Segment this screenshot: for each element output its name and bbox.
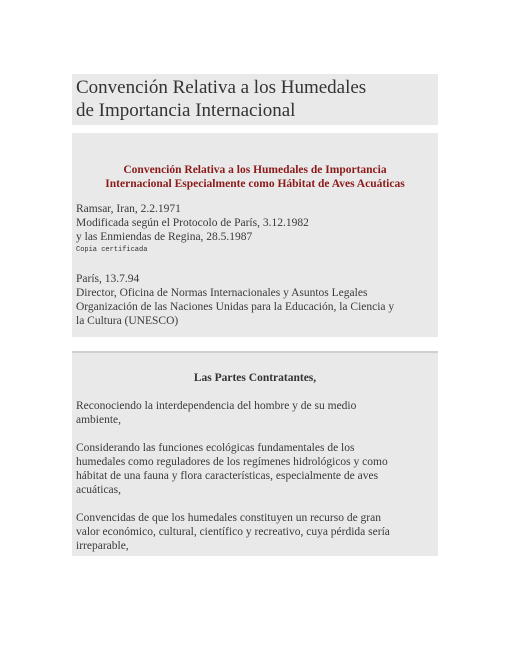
organization-line: la Cultura (UNESCO) xyxy=(76,315,179,327)
paragraph-line: acuáticas, xyxy=(76,484,122,496)
paragraph-line: irreparable, xyxy=(76,540,129,552)
convention-heading-line: Internacional Especialmente como Hábitat de Aves Acuáticas xyxy=(105,178,405,190)
amendments-line: y las Enmiendas de Regina, 28.5.1987 xyxy=(76,231,253,243)
page-title-line: de Importancia Internacional xyxy=(76,100,296,121)
convention-heading-line: Convención Relativa a los Humedales de Importancia xyxy=(123,164,387,176)
signature-date-line: París, 13.7.94 xyxy=(76,273,140,285)
paragraph-line: Convencidas de que los humedales constituyen un recurso de gran xyxy=(76,512,381,524)
protocol-line: Modificada según el Protocolo de París, 3.12.1982 xyxy=(76,217,309,229)
paragraph-line: humedales como reguladores de los regímenes hidrológicos y como xyxy=(76,456,388,468)
paragraph-line: valor económico, cultural, científico y recreativo, cuya pérdida sería xyxy=(76,526,390,538)
preamble-paragraph xyxy=(76,511,434,553)
preamble-paragraph xyxy=(76,441,434,497)
paragraph-line: Considerando las funciones ecológicas fundamentales de los xyxy=(76,442,355,454)
paragraph-line: Reconociendo la interdependencia del hombre y de su medio xyxy=(76,400,357,412)
page-title xyxy=(76,76,434,122)
preamble-paragraph xyxy=(76,399,434,427)
title-block xyxy=(72,74,438,125)
convention-heading xyxy=(76,163,434,191)
preamble-block xyxy=(72,351,438,556)
signatory-title-line: Director, Oficina de Normas Internacionales y Asuntos Legales xyxy=(76,287,368,299)
page-title-line: Convención Relativa a los Humedales xyxy=(76,77,367,98)
parties-heading: Las Partes Contratantes, xyxy=(193,372,317,384)
paragraph-line: hábitat de una fauna y flora características, especialmente de aves xyxy=(76,470,379,482)
convention-header-block xyxy=(72,133,438,337)
adoption-line: Ramsar, Iran, 2.2.1971 xyxy=(76,203,181,215)
paragraph-line: ambiente, xyxy=(76,414,122,426)
organization-line: Organización de las Naciones Unidas para la Educación, la Ciencia y xyxy=(76,301,395,313)
certified-copy-label: Copia certificada xyxy=(76,246,148,254)
